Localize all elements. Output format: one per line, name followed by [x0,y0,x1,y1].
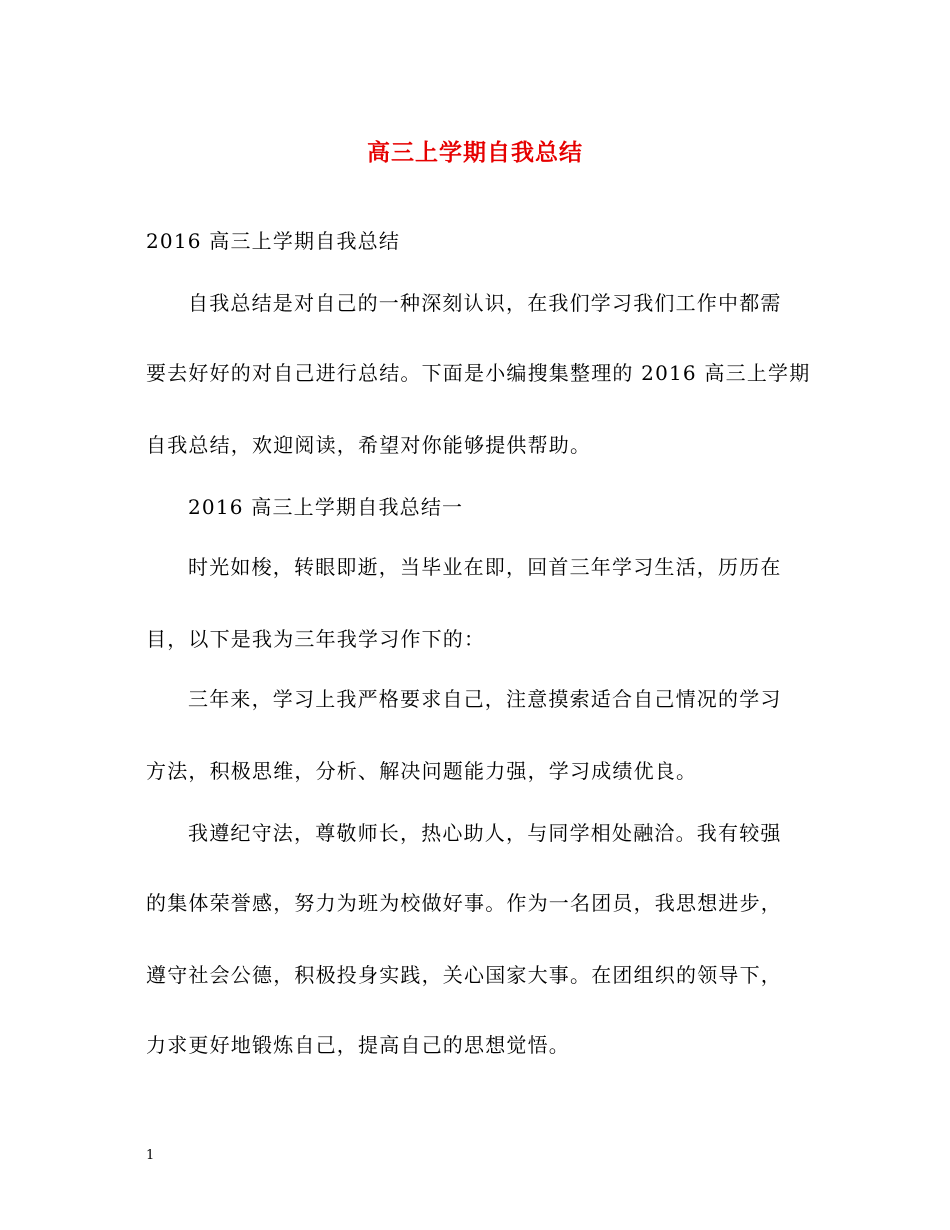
paragraph-1-line-2: 要去好好的对自己进行总结。下面是小编搜集整理的 2016 高三上学期 [146,361,811,385]
paragraph-3-line-1: 三年来，学习上我严格要求自己，注意摸索适合自己情况的学习 [188,687,782,711]
paragraph-4-line-3: 遵守社会公德，积极投身实践，关心国家大事。在团组织的领导下， [146,963,782,987]
document-title: 高三上学期自我总结 [367,139,583,166]
subtitle-line: 2016 高三上学期自我总结 [146,229,401,253]
paragraph-4-line-1: 我遵纪守法，尊敬师长，热心助人，与同学相处融洽。我有较强 [188,821,782,845]
paragraph-1-line-3: 自我总结，欢迎阅读，希望对你能够提供帮助。 [146,433,592,457]
paragraph-2-line-2: 目，以下是我为三年我学习作下的： [146,627,486,651]
paragraph-2-line-1: 时光如梭，转眼即逝，当毕业在即，回首三年学习生活，历历在 [188,555,782,579]
paragraph-4-line-4: 力求更好地锻炼自己，提高自己的思想觉悟。 [146,1033,570,1057]
section-heading: 2016 高三上学期自我总结一 [188,495,464,519]
paragraph-3-line-2: 方法，积极思维，分析、解决问题能力强，学习成绩优良。 [146,759,698,783]
page-number: 1 [146,1148,155,1163]
paragraph-1-line-1: 自我总结是对自己的一种深刻认识，在我们学习我们工作中都需 [188,291,782,315]
paragraph-4-line-2: 的集体荣誉感，努力为班为校做好事。作为一名团员，我思想进步， [146,891,782,915]
